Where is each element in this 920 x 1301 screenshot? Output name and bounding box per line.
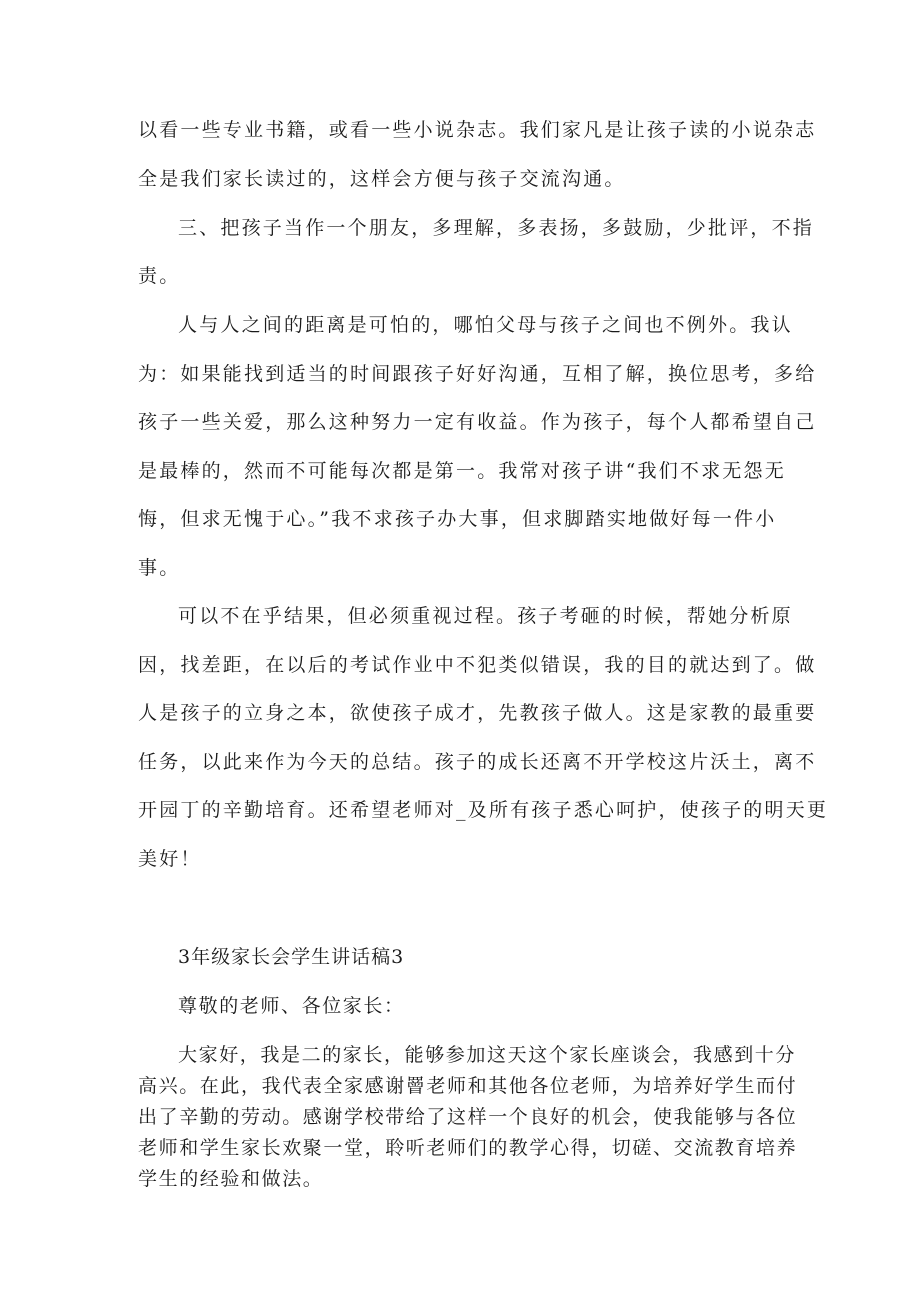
paragraph-line: 开园丁的辛勤培育。还希望老师对_及所有孩子悉心呵护，使孩子的明天更 <box>138 799 829 821</box>
paragraph-line: 孩子一些关爱，那么这种努力一定有收益。作为孩子，每个人都希望自己 <box>138 411 817 433</box>
section-title: 3年级家长会学生讲话稿3 <box>178 946 405 968</box>
paragraph-line: 学生的经验和做法。 <box>138 1168 324 1190</box>
paragraph-line: 大家好，我是二的家长，能够参加这天这个家长座谈会，我感到十分 <box>178 1044 797 1066</box>
greeting: 尊敬的老师、各位家长： <box>178 995 405 1017</box>
paragraph-line: 人是孩子的立身之本，欲使孩子成才，先教孩子做人。这是家教的最重要 <box>138 702 817 724</box>
paragraph-line: 事。 <box>138 557 181 579</box>
paragraph-line: 美好！ <box>138 848 202 870</box>
paragraph-line: 可以不在乎结果，但必须重视过程。孩子考砸的时候，帮她分析原 <box>178 605 793 627</box>
paragraph-line: 任务，以此来作为今天的总结。孩子的成长还离不开学校这片沃土，离不 <box>138 751 817 773</box>
paragraph-line: 人与人之间的距离是可怕的，哪怕父母与孩子之间也不例外。我认 <box>178 314 793 336</box>
paragraph-line: 以看一些专业书籍，或看一些小说杂志。我们家凡是让孩子读的小说杂志 <box>138 119 817 141</box>
paragraph-line: 全是我们家长读过的，这样会方便与孩子交流沟通。 <box>138 168 626 190</box>
paragraph-line: 责。 <box>138 265 181 287</box>
paragraph-line: 老师和学生家长欢聚一堂，聆听老师们的教学心得，切磋、交流教育培养 <box>138 1137 798 1159</box>
paragraph-line: 是最棒的，然而不可能每次都是第一。我常对孩子讲“我们不求无怨无 <box>138 460 786 482</box>
paragraph-line: 三、把孩子当作一个朋友，多理解，多表扬，多鼓励，少批评，不指 <box>178 217 815 239</box>
paragraph-line: 因，找差距，在以后的考试作业中不犯类似错误，我的目的就达到了。做 <box>138 654 817 676</box>
paragraph-line: 高兴。在此，我代表全家感谢罾老师和其他各位老师，为培养好学生而付 <box>138 1075 798 1097</box>
paragraph-line: 悔，但求无愧于心。”我不求孩子办大事，但求脚踏实地做好每一件小 <box>138 508 777 530</box>
paragraph-line: 出了辛勤的劳动。感谢学校带给了这样一个良好的机会，使我能够与各位 <box>138 1106 798 1128</box>
paragraph-line: 为：如果能找到适当的时间跟孩子好好沟通，互相了解，换位思考，多给 <box>138 363 817 385</box>
